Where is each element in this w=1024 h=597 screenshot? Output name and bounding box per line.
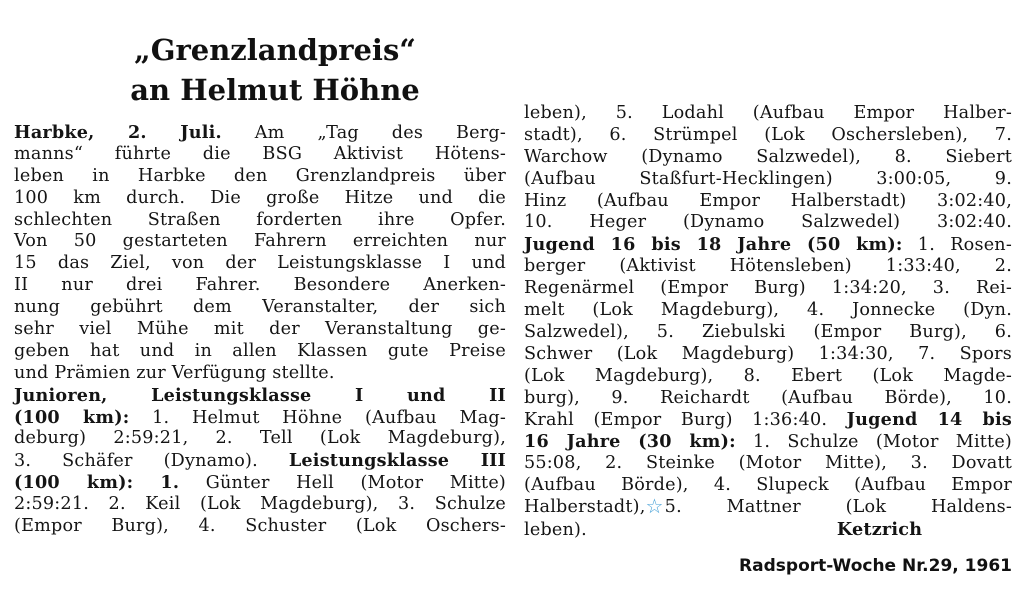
right-column	[524, 103, 1012, 541]
category-heading: Junioren, Leistungsklasse I und II	[14, 384, 506, 406]
category-heading-fragment: Jugend 14 bis	[846, 409, 1012, 431]
text-fragment: Am „Tag des Berg-	[221, 123, 506, 143]
text-line: geben hat und in allen Klassen gute Preise	[14, 340, 506, 361]
text-line: Von 50 gestarteten Fahrern erreichten nur	[14, 231, 506, 252]
text-line: deburg) 2:59:21, 2. Tell (Lok Magdeburg),	[14, 428, 506, 449]
text-line: (Aufbau Staßfurt-Hecklingen) 3:00:05, 9.	[524, 168, 1012, 189]
text-fragment: Krahl (Empor Burg) 1:36:40.	[524, 410, 847, 431]
text-line	[14, 472, 506, 494]
text-line: und Prämien zur Verfügung stellte.	[14, 362, 335, 383]
text-line: 100 km durch. Die große Hitze und die	[14, 187, 506, 208]
text-line	[524, 431, 1012, 453]
left-column	[14, 122, 506, 538]
text-line: II nur drei Fahrer. Besondere Anerken-	[14, 275, 506, 296]
text-line: melt (Lok Magdeburg), 4. Jonnecke (Dyn.	[524, 300, 1012, 321]
text-line: Hinz (Aufbau Empor Halberstadt) 3:02:40,	[524, 190, 1012, 211]
text-line: nung gebührt dem Veranstalter, der sich	[14, 297, 506, 318]
text-line: 55:08, 2. Steinke (Motor Mitte), 3. Dovatt	[524, 453, 1012, 474]
text-fragment: 1. Schulze (Motor Mitte)	[735, 432, 1012, 453]
text-line: leben in Harbke den Grenzlandpreis über	[14, 165, 506, 186]
text-line: 10. Heger (Dynamo Salzwedel) 3:02:40.	[524, 212, 1012, 233]
headline	[40, 30, 510, 110]
text-line: Schwer (Lok Magdeburg) 1:34:30, 7. Spors	[524, 343, 1012, 364]
text-line	[14, 407, 506, 429]
category-heading-fragment: Jugend 16 bis 18 Jahre (50 km):	[524, 234, 903, 256]
text-fragment: Günter Hell (Motor Mitte)	[179, 473, 506, 494]
category-heading-fragment: (100 km):	[14, 406, 130, 428]
text-line: stadt), 6. Strümpel (Lok Oschersleben), 7.	[524, 124, 1012, 145]
text-line: leben), 5. Lodahl (Aufbau Empor Halber-	[524, 103, 1012, 123]
text-line	[524, 494, 1012, 519]
text-fragment: 1. Rosen-	[902, 235, 1012, 256]
text-line	[524, 519, 1012, 541]
text-fragment: 3. Schäfer (Dynamo).	[14, 451, 289, 472]
text-line	[524, 409, 1012, 431]
text-line	[14, 450, 506, 472]
headline-line-2: an Helmut Höhne	[130, 73, 420, 107]
text-line: 15 das Ziel, von der Leistungsklasse I und	[14, 253, 506, 274]
text-fragment: 5. Mattner (Lok Haldens-	[664, 497, 1012, 518]
text-fragment: leben).	[524, 519, 587, 540]
text-fragment: 1. Helmut Höhne (Aufbau Mag-	[129, 407, 506, 428]
text-line: Warchow (Dynamo Salzwedel), 8. Siebert	[524, 146, 1012, 167]
text-fragment: Halberstadt),	[524, 497, 646, 518]
text-line: (Empor Burg), 4. Schuster (Lok Oschers-	[14, 516, 506, 537]
text-line: Salzwedel), 5. Ziebulski (Empor Burg), 6.	[524, 321, 1012, 342]
text-line: berger (Aktivist Hötensleben) 1:33:40, 2.	[524, 256, 1012, 277]
text-line: Regenärmel (Empor Burg) 1:34:20, 3. Rei-	[524, 278, 1012, 299]
text-line	[524, 234, 1012, 256]
text-line	[14, 122, 506, 144]
text-line: (Lok Magdeburg), 8. Ebert (Lok Magde-	[524, 365, 1012, 386]
text-line: (Aufbau Börde), 4. Slupeck (Aufbau Empor	[524, 475, 1012, 496]
category-heading-fragment: Leistungsklasse III	[288, 450, 506, 472]
text-line: schlechten Straßen forderten ihre Opfer.	[14, 209, 506, 230]
text-line: sehr viel Mühe mit der Veranstaltung ge-	[14, 319, 506, 340]
text-line: manns“ führte die BSG Aktivist Hötens-	[14, 143, 506, 164]
dateline: Harbke, 2. Juli.	[14, 122, 222, 143]
author-signature: Ketzrich	[836, 518, 923, 540]
source-caption: Radsport-Woche Nr.29, 1961	[739, 556, 1012, 576]
text-line: burg), 9. Reichardt (Aufbau Börde), 10.	[524, 387, 1012, 408]
text-line: 2:59:21. 2. Keil (Lok Magdeburg), 3. Schulze	[14, 494, 506, 515]
star-icon: ☆	[645, 494, 664, 519]
category-heading-fragment: (100 km): 1.	[14, 472, 180, 494]
headline-line-1: „Grenzlandpreis“	[134, 33, 416, 67]
category-heading-fragment: 16 Jahre (30 km):	[524, 431, 736, 453]
